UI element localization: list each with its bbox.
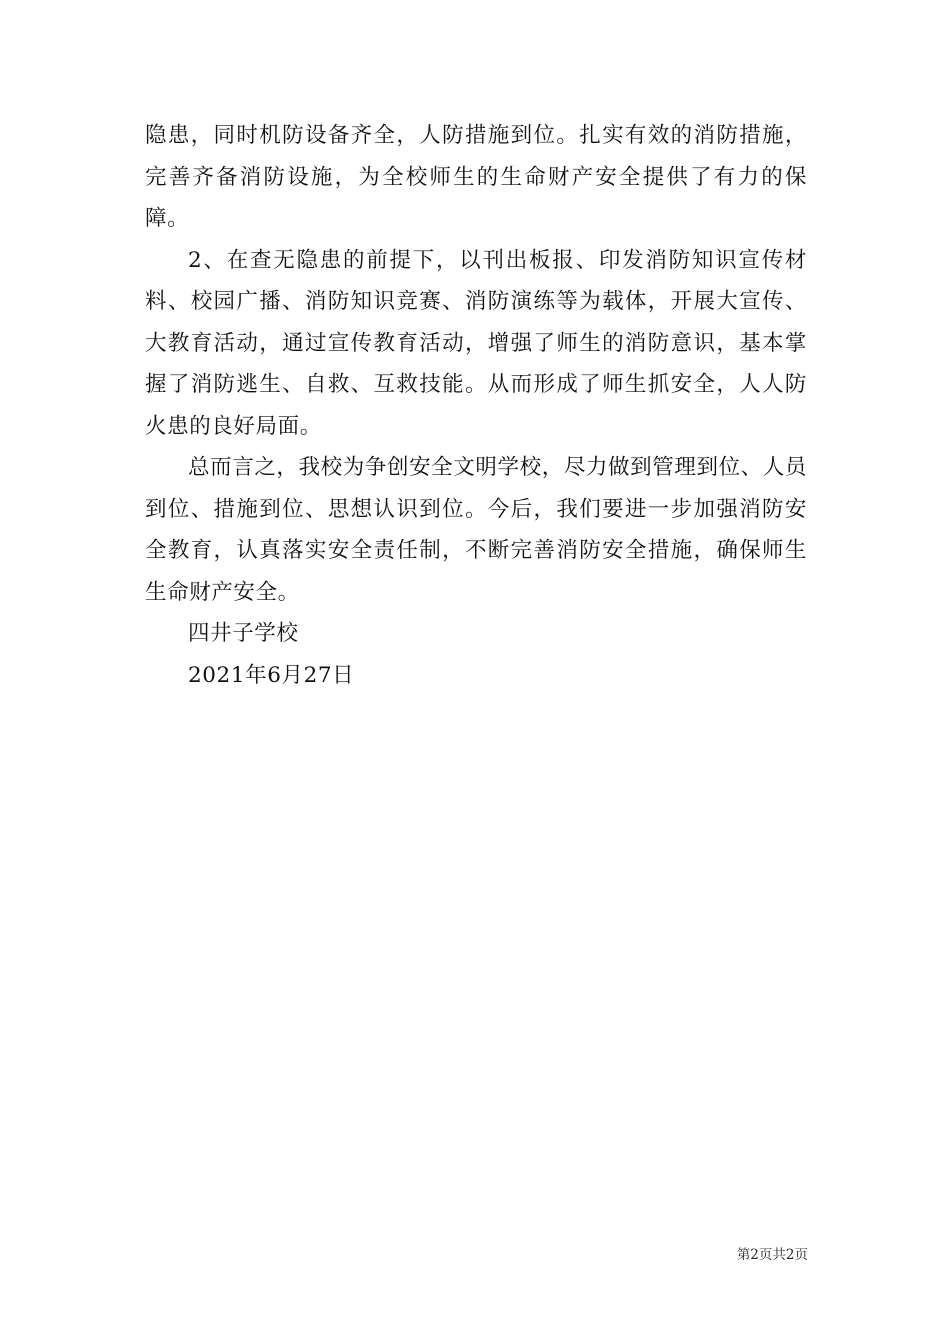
page-number: 第2页共2页 bbox=[736, 1247, 808, 1263]
document-body bbox=[145, 115, 807, 696]
paragraph-conclusion: 总而言之，我校为争创安全文明学校，尽力做到管理到位、人员到位、措施到位、思想认识到位。今后，我们要进一步加强消防安全教育，认真落实安全责任制，不断完善消防安全措施，确保师生生命财产安全。 bbox=[145, 455, 807, 605]
signature-date: 2021年6月27日 bbox=[188, 662, 355, 688]
signature-school: 四井子学校 bbox=[188, 621, 299, 646]
paragraph-continuation: 隐患，同时机防设备齐全，人防措施到位。扎实有效的消防措施，完善齐备消防设施，为全校师生的生命财产安全提供了有力的保障。 bbox=[145, 123, 807, 231]
paragraph-publicity: 2、在查无隐患的前提下，以刊出板报、印发消防知识宣传材料、校园广播、消防知识竞赛、消防演练等为载体，开展大宣传、大教育活动，通过宣传教育活动，增强了师生的消防意识，基本掌握了消防逃生、自救、互救技能。从而形成了师生抓安全，人人防火患的良好局面。 bbox=[145, 247, 807, 439]
